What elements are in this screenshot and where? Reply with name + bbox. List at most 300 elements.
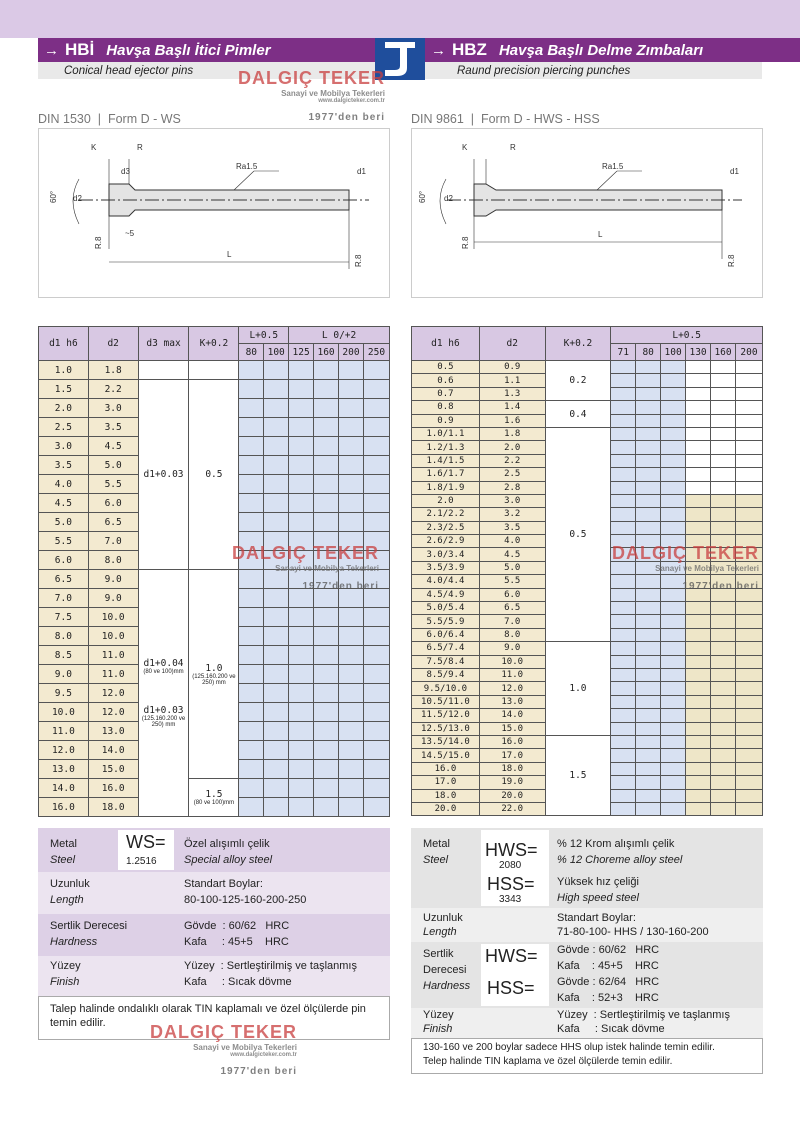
- table-row: [39, 380, 390, 399]
- cell-length-mark: [363, 703, 389, 722]
- cell-d2: 2.8: [479, 481, 545, 494]
- cell-length-mark: [314, 646, 339, 665]
- cell-length-mark: [736, 762, 763, 775]
- cell-d1: 16.0: [412, 762, 480, 775]
- cell-length-mark: [363, 665, 389, 684]
- cell-length-mark: [611, 602, 636, 615]
- cell-length-mark: [314, 475, 339, 494]
- cell-length-mark: [711, 401, 736, 414]
- cell-d2: 12.0: [88, 703, 138, 722]
- drawing-r8-label: R.8: [94, 236, 103, 249]
- cell-d1: 10.5/11.0: [412, 695, 480, 708]
- drawing-r8-label-2: R.8: [727, 254, 736, 267]
- cell-length-mark: [314, 437, 339, 456]
- cell-length-mark: [711, 454, 736, 467]
- cell-length-mark: [736, 427, 763, 440]
- cell-length-mark: [611, 387, 636, 400]
- cell-length-mark: [289, 475, 314, 494]
- d3-b-note: (80 ve 100)mm: [143, 669, 184, 675]
- col-d1: d1 h6: [412, 327, 480, 361]
- cell-length-mark: [289, 703, 314, 722]
- cell-length-mark: [636, 602, 661, 615]
- cell-length-mark: [736, 494, 763, 507]
- cell-length-mark: [363, 456, 389, 475]
- cell-length-mark: [661, 762, 686, 775]
- cell-length-mark: [314, 361, 339, 380]
- col-length-71: 71: [611, 344, 636, 361]
- cell-length-mark: [339, 608, 364, 627]
- right-note-2: Telep halinde TIN kaplama ve özel ölçülerde temin edilir.: [423, 1056, 673, 1067]
- cell-length-mark: [264, 741, 289, 760]
- cell-length-mark: [661, 722, 686, 735]
- right-metal: Metal: [423, 838, 450, 850]
- d3-c-value: d1+0.03: [143, 705, 184, 716]
- drawing-r-label: R: [510, 143, 516, 152]
- drawing-five-label: ~5: [125, 229, 135, 238]
- cell-length-mark: [661, 615, 686, 628]
- cell-length-mark: [711, 481, 736, 494]
- cell-length-mark: [711, 749, 736, 762]
- cell-length-mark: [661, 776, 686, 789]
- cell-length-mark: [611, 615, 636, 628]
- cell-length-mark: [611, 441, 636, 454]
- cell-length-mark: [264, 513, 289, 532]
- cell-length-mark: [661, 454, 686, 467]
- cell-length-mark: [711, 414, 736, 427]
- col-length-80: 80: [239, 344, 264, 361]
- cell-length-mark: [611, 414, 636, 427]
- cell-length-mark: [363, 646, 389, 665]
- cell-length-mark: [339, 722, 364, 741]
- right-punch-drawing: [412, 129, 762, 297]
- cell-length-mark: [611, 776, 636, 789]
- cell-length-mark: [711, 441, 736, 454]
- cell-length-mark: [636, 642, 661, 655]
- right-hss-num: 3343: [499, 894, 522, 905]
- cell-d1: 1.6/1.7: [412, 468, 480, 481]
- cell-length-mark: [314, 665, 339, 684]
- right-length-en: Length: [423, 926, 457, 938]
- cell-length-mark: [264, 779, 289, 798]
- cell-length-mark: [736, 642, 763, 655]
- cell-length-mark: [661, 655, 686, 668]
- cell-length-mark: [289, 399, 314, 418]
- cell-d1: 1.8/1.9: [412, 481, 480, 494]
- cell-length-mark: [264, 798, 289, 817]
- cell-length-mark: [711, 642, 736, 655]
- cell-length-mark: [736, 361, 763, 374]
- cell-length-mark: [661, 441, 686, 454]
- cell-d2: 10.0: [88, 627, 138, 646]
- cell-length-mark: [636, 454, 661, 467]
- cell-length-mark: [611, 521, 636, 534]
- cell-length-mark: [339, 380, 364, 399]
- cell-length-mark: [736, 722, 763, 735]
- cell-length-mark: [711, 722, 736, 735]
- left-standard: DIN 1530 | Form D - WS: [38, 112, 181, 126]
- cell-d2: 9.0: [88, 570, 138, 589]
- cell-length-mark: [289, 741, 314, 760]
- cell-length-mark: [711, 361, 736, 374]
- cell-d2: 7.0: [479, 615, 545, 628]
- right-hard-3: Gövde : 62/64 HRC: [557, 976, 660, 988]
- cell-d1: 11.0: [39, 722, 89, 741]
- drawing-l-label: L: [227, 250, 232, 259]
- cell-length-mark: [736, 709, 763, 722]
- cell-length-mark: [239, 684, 264, 703]
- drawing-ra-label: Ra1.5: [236, 162, 258, 171]
- cell-length-mark: [686, 668, 711, 681]
- cell-length-mark: [661, 695, 686, 708]
- left-surf-tr: Yüzey: [50, 960, 81, 972]
- cell-k-group-a: 0.5: [189, 380, 239, 570]
- cell-length-mark: [289, 779, 314, 798]
- cell-length-mark: [314, 380, 339, 399]
- cell-length-mark: [636, 655, 661, 668]
- cell-length-mark: [363, 437, 389, 456]
- cell-length-mark: [686, 427, 711, 440]
- right-product-code: HBZ: [452, 40, 487, 59]
- col-l: L+0.5: [611, 327, 763, 344]
- cell-length-mark: [661, 401, 686, 414]
- cell-length-mark: [611, 749, 636, 762]
- cell-d2: 3.0: [479, 494, 545, 507]
- cell-length-mark: [711, 387, 736, 400]
- left-pin-drawing: [39, 129, 389, 297]
- cell-d1: 4.0: [39, 475, 89, 494]
- cell-length-mark: [686, 655, 711, 668]
- cell-d2: 10.0: [479, 655, 545, 668]
- cell-length-mark: [636, 776, 661, 789]
- left-product-code: HBİ: [65, 40, 95, 59]
- cell-length-mark: [264, 722, 289, 741]
- cell-d2: 13.0: [88, 722, 138, 741]
- right-std-len: 71-80-100- HHS / 130-160-200: [557, 926, 709, 938]
- cell-length-mark: [736, 387, 763, 400]
- cell-k-group: 0.2: [545, 361, 611, 401]
- cell-length-mark: [686, 481, 711, 494]
- cell-length-mark: [686, 441, 711, 454]
- cell-k-group-c: [189, 779, 239, 817]
- cell-length-mark: [611, 628, 636, 641]
- table-row: [412, 427, 763, 440]
- cell-length-mark: [661, 682, 686, 695]
- cell-length-mark: [363, 741, 389, 760]
- cell-length-mark: [264, 437, 289, 456]
- cell-d1: 2.6/2.9: [412, 535, 480, 548]
- drawing-r8-label-2: R.8: [354, 254, 363, 267]
- cell-length-mark: [661, 802, 686, 815]
- cell-d1: 2.5: [39, 418, 89, 437]
- col-length-130: 130: [686, 344, 711, 361]
- cell-d2: 11.0: [88, 665, 138, 684]
- cell-length-mark: [289, 665, 314, 684]
- cell-length-mark: [661, 414, 686, 427]
- cell-length-mark: [636, 789, 661, 802]
- cell-length-mark: [636, 468, 661, 481]
- cell-d1: 7.5/8.4: [412, 655, 480, 668]
- cell-length-mark: [264, 665, 289, 684]
- cell-length-mark: [711, 602, 736, 615]
- col-length-200: 200: [339, 344, 364, 361]
- cell-length-mark: [611, 695, 636, 708]
- cell-length-mark: [711, 468, 736, 481]
- cell-d1: 14.5/15.0: [412, 749, 480, 762]
- cell-length-mark: [339, 418, 364, 437]
- cell-d2: 4.0: [479, 535, 545, 548]
- col-length-160: 160: [314, 344, 339, 361]
- cell-d1: 6.0: [39, 551, 89, 570]
- left-ws: WS=: [126, 832, 166, 852]
- left-length-tr: Uzunluk: [50, 878, 90, 890]
- cell-length-mark: [711, 494, 736, 507]
- right-technical-drawing: [411, 128, 763, 298]
- cell-d2: 0.9: [479, 361, 545, 374]
- cell-length-mark: [289, 456, 314, 475]
- cell-length-mark: [686, 602, 711, 615]
- cell-length-mark: [239, 703, 264, 722]
- drawing-angle-label: 60°: [49, 190, 58, 203]
- cell-d1: 1.2/1.3: [412, 441, 480, 454]
- cell-d1: 6.5/7.4: [412, 642, 480, 655]
- cell-d2: 13.0: [479, 695, 545, 708]
- watermark-tag: Sanayi ve Mobilya Tekerleri: [281, 89, 385, 98]
- drawing-d2-label: d2: [73, 194, 82, 203]
- d3-c-note: (125.160.200 ve 250) mm: [141, 716, 186, 728]
- cell-d2: 12.0: [479, 682, 545, 695]
- cell-length-mark: [686, 695, 711, 708]
- cell-length-mark: [611, 735, 636, 748]
- cell-length-mark: [339, 798, 364, 817]
- right-surf-en: Finish: [423, 1023, 453, 1035]
- cell-d1: 1.4/1.5: [412, 454, 480, 467]
- cell-length-mark: [686, 387, 711, 400]
- cell-d1: 5.5/5.9: [412, 615, 480, 628]
- cell-length-mark: [239, 798, 264, 817]
- cell-d2: 2.2: [88, 380, 138, 399]
- cell-length-mark: [239, 760, 264, 779]
- watermark-bottom: DALGIÇ TEKER Sanayi ve Mobilya Tekerleri www.dalgicteker.com.tr 1977'den beri: [150, 1022, 297, 1077]
- cell-length-mark: [363, 513, 389, 532]
- cell-length-mark: [736, 615, 763, 628]
- cell-length-mark: [611, 481, 636, 494]
- cell-d1: 12.0: [39, 741, 89, 760]
- cell-d1: 3.5/3.9: [412, 561, 480, 574]
- right-subtitle: Raund precision piercing punches: [457, 64, 631, 77]
- cell-length-mark: [264, 646, 289, 665]
- watermark-top: [238, 68, 385, 125]
- cell-length-mark: [289, 380, 314, 399]
- cell-length-mark: [314, 399, 339, 418]
- cell-d3-empty: [138, 361, 189, 380]
- cell-length-mark: [661, 468, 686, 481]
- left-length-en: Length: [50, 894, 84, 906]
- cell-length-mark: [239, 646, 264, 665]
- cell-d2: 6.5: [88, 513, 138, 532]
- cell-d2: 11.0: [88, 646, 138, 665]
- cell-d1: 9.5/10.0: [412, 682, 480, 695]
- cell-length-mark: [363, 627, 389, 646]
- cell-length-mark: [636, 682, 661, 695]
- cell-length-mark: [289, 684, 314, 703]
- cell-length-mark: [264, 760, 289, 779]
- cell-length-mark: [636, 441, 661, 454]
- cell-length-mark: [711, 802, 736, 815]
- left-alloy-en: Special alloy steel: [184, 854, 273, 866]
- cell-length-mark: [686, 454, 711, 467]
- cell-length-mark: [736, 454, 763, 467]
- cell-d2: 12.0: [88, 684, 138, 703]
- cell-length-mark: [661, 494, 686, 507]
- cell-length-mark: [636, 695, 661, 708]
- col-d2: d2: [88, 327, 138, 361]
- cell-d1: 6.0/6.4: [412, 628, 480, 641]
- cell-d1: 4.5: [39, 494, 89, 513]
- cell-d1: 11.5/12.0: [412, 709, 480, 722]
- cell-length-mark: [636, 494, 661, 507]
- cell-d2: 5.0: [88, 456, 138, 475]
- cell-length-mark: [289, 646, 314, 665]
- cell-length-mark: [611, 682, 636, 695]
- cell-length-mark: [736, 374, 763, 387]
- cell-length-mark: [686, 521, 711, 534]
- cell-d2: 2.2: [479, 454, 545, 467]
- cell-length-mark: [711, 615, 736, 628]
- cell-d2: 10.0: [88, 608, 138, 627]
- cell-d1: 1.5: [39, 380, 89, 399]
- left-surf-2: Kafa : Sıcak dövme: [184, 976, 292, 988]
- cell-length-mark: [661, 642, 686, 655]
- right-hws-num: 2080: [499, 860, 522, 871]
- cell-length-mark: [239, 475, 264, 494]
- cell-d1: 5.5: [39, 532, 89, 551]
- right-hs-en: High speed steel: [557, 892, 639, 904]
- right-alloy-en: % 12 Choreme alloy steel: [557, 854, 683, 866]
- cell-length-mark: [686, 749, 711, 762]
- right-surf-2: Kafa : Sıcak dövme: [557, 1023, 665, 1035]
- k-b-note: (125.160.200 ve 250) mm: [192, 673, 236, 686]
- cell-d2: 2.0: [479, 441, 545, 454]
- cell-length-mark: [661, 602, 686, 615]
- cell-d1: 8.0: [39, 627, 89, 646]
- cell-length-mark: [736, 655, 763, 668]
- cell-length-mark: [363, 475, 389, 494]
- cell-d1: 13.0: [39, 760, 89, 779]
- cell-length-mark: [736, 682, 763, 695]
- cell-length-mark: [686, 374, 711, 387]
- drawing-d1-label: d1: [730, 167, 739, 176]
- left-alloy-tr: Özel alışımlı çelik: [184, 838, 270, 850]
- cell-length-mark: [661, 789, 686, 802]
- cell-d2: 8.0: [88, 551, 138, 570]
- cell-length-mark: [339, 456, 364, 475]
- cell-length-mark: [611, 655, 636, 668]
- cell-length-mark: [736, 481, 763, 494]
- left-surf-en: Finish: [50, 976, 80, 988]
- right-surf-1: Yüzey : Sertleştirilmiş ve taşlanmış: [557, 1009, 730, 1021]
- cell-length-mark: [239, 779, 264, 798]
- cell-length-mark: [636, 427, 661, 440]
- cell-length-mark: [314, 494, 339, 513]
- top-band: [0, 0, 800, 38]
- cell-length-mark: [264, 627, 289, 646]
- cell-length-mark: [363, 380, 389, 399]
- cell-d2: 19.0: [479, 776, 545, 789]
- watermark-brand: DALGIÇ TEKER: [238, 68, 385, 88]
- cell-d1: 1.0: [39, 361, 89, 380]
- right-hard-en: Hardness: [423, 980, 471, 992]
- cell-length-mark: [339, 361, 364, 380]
- cell-length-mark: [636, 749, 661, 762]
- right-hs-tr: Yüksek hız çeliği: [557, 876, 639, 888]
- cell-length-mark: [611, 668, 636, 681]
- cell-d1: 0.5: [412, 361, 480, 374]
- cell-d2: 6.0: [88, 494, 138, 513]
- cell-length-mark: [611, 454, 636, 467]
- cell-length-mark: [711, 695, 736, 708]
- cell-length-mark: [611, 802, 636, 815]
- cell-d1: 0.8: [412, 401, 480, 414]
- cell-length-mark: [289, 494, 314, 513]
- cell-d2: 9.0: [479, 642, 545, 655]
- cell-length-mark: [314, 608, 339, 627]
- cell-d2: 3.0: [88, 399, 138, 418]
- cell-length-mark: [264, 361, 289, 380]
- drawing-angle-label: 60°: [418, 190, 427, 203]
- k-c-value: 1.5: [205, 789, 223, 800]
- cell-length-mark: [239, 418, 264, 437]
- cell-d1: 13.5/14.0: [412, 735, 480, 748]
- cell-d1: 16.0: [39, 798, 89, 817]
- right-hss: HSS=: [487, 874, 535, 894]
- cell-d1: 2.1/2.2: [412, 508, 480, 521]
- cell-length-mark: [314, 684, 339, 703]
- cell-length-mark: [611, 709, 636, 722]
- cell-length-mark: [289, 437, 314, 456]
- drawing-r-label: R: [137, 143, 143, 152]
- right-info-block: [411, 828, 763, 1074]
- cell-d2: 1.8: [479, 427, 545, 440]
- cell-length-mark: [661, 427, 686, 440]
- cell-length-mark: [686, 401, 711, 414]
- cell-length-mark: [611, 361, 636, 374]
- cell-d2: 11.0: [479, 668, 545, 681]
- cell-length-mark: [736, 735, 763, 748]
- cell-d2: 7.0: [88, 532, 138, 551]
- drawing-d3-label: d3: [121, 167, 130, 176]
- cell-d1: 7.0: [39, 589, 89, 608]
- cell-d2: 3.5: [479, 521, 545, 534]
- cell-length-mark: [264, 494, 289, 513]
- right-hws: HWS=: [485, 840, 538, 860]
- cell-length-mark: [363, 608, 389, 627]
- cell-length-mark: [686, 762, 711, 775]
- watermark-url: www.dalgicteker.com.tr: [318, 98, 385, 104]
- cell-length-mark: [636, 668, 661, 681]
- cell-d1: 0.7: [412, 387, 480, 400]
- cell-length-mark: [264, 380, 289, 399]
- left-surf-1: Yüzey : Sertleştirilmiş ve taşlanmış: [184, 960, 357, 972]
- cell-length-mark: [363, 779, 389, 798]
- left-info-block: [38, 828, 390, 1040]
- cell-d2: 5.5: [88, 475, 138, 494]
- cell-length-mark: [686, 642, 711, 655]
- col-length-100: 100: [661, 344, 686, 361]
- left-hard-head: Kafa : 45+5 HRC: [184, 936, 289, 948]
- cell-length-mark: [686, 414, 711, 427]
- cell-length-mark: [314, 741, 339, 760]
- left-hard-en: Hardness: [50, 936, 98, 948]
